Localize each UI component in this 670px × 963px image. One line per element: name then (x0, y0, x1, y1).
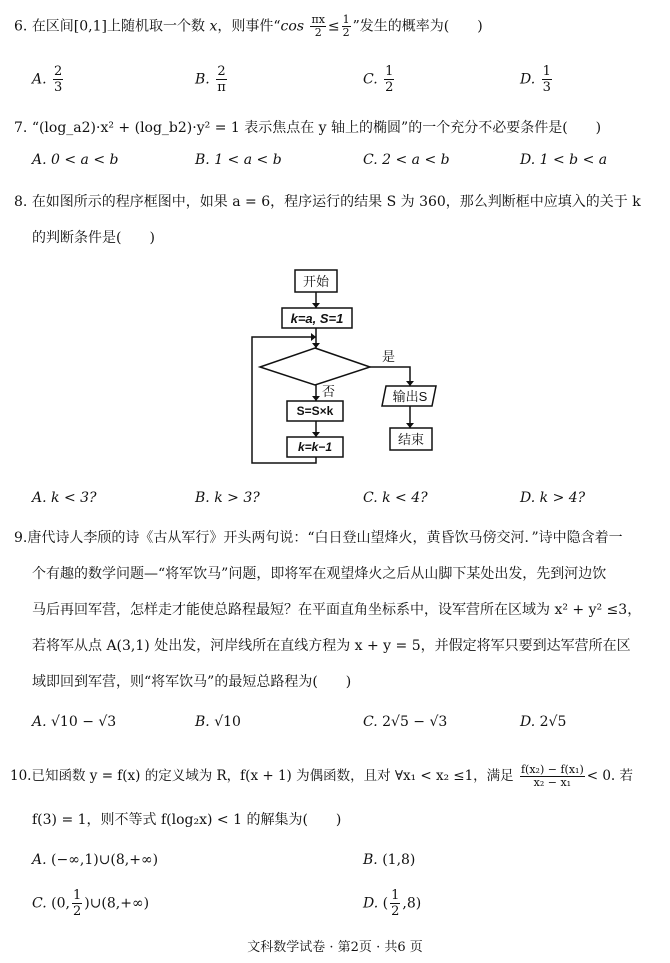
q8-option-b[interactable]: B. k > 3? (195, 490, 260, 506)
q9-option-a[interactable]: A. √10 − √3 (32, 714, 117, 730)
q10-options-row1 (0, 850, 670, 890)
q9-line-5: 域即回到军营，则“将军饮马”的最短总路程为( ) (32, 674, 352, 690)
flow-no-label: 否 (322, 384, 336, 399)
q6-option-b[interactable]: B. $\frac{2}{\pi}$ (195, 64, 226, 95)
q10-options-row2 (0, 888, 670, 928)
q8-flowchart (238, 260, 448, 470)
q10-option-b[interactable]: B. (1,8) (363, 852, 416, 868)
q7-stem: 7. “(log_a2)·x² + (log_b2)·y² = 1 表示焦点在 y 轴上的椭圆”的一个充分不必要条件是( ) (14, 120, 602, 136)
q6-option-c[interactable]: C. $\frac{1}{2}$ (363, 64, 394, 95)
flow-decrement-label: k=k−1 (297, 440, 333, 454)
q10-line-1: 10.已知函数 y = f(x) 的定义域为 R，f(x + 1) 为偶函数，且对 ∀x₁ < x₂ ≤1，满足 $\frac{\text{f(x₂) − f(x₁)}}{\text{x₂ − x₁}}$ < 0. 若 (10, 763, 634, 789)
q6-rhs-fraction: $\frac{1}{2}$ (342, 13, 350, 39)
flow-decision-diamond (260, 348, 370, 385)
q9-option-b[interactable]: B. √10 (195, 714, 241, 730)
flow-multiply-label: S=S×k (296, 404, 334, 418)
q10-fraction: $\frac{\text{f(x₂) − f(x₁)}}{\text{x₂ − x₁}}$ (520, 763, 584, 789)
q8-stem-line2: 的判断条件是( ) (32, 230, 155, 246)
flow-init-label: k=a, S=1 (290, 311, 344, 326)
q9-line-1: 9.唐代诗人李颀的诗《古从军行》开头两句说：“白日登山望烽火，黄昏饮马傍交河．”诗中隐含着一 (14, 530, 623, 546)
q7-options (0, 150, 670, 190)
q9-option-d[interactable]: D. 2√5 (520, 714, 567, 730)
q7-option-b[interactable]: B. 1 < a < b (195, 152, 282, 168)
q8-options (0, 488, 670, 528)
q9-line-4: 若将军从点 A(3,1) 处出发，河岸线所在直线方程为 x + y = 5，并假定将军只要到达军营所在区 (32, 638, 631, 654)
flow-yes-label: 是 (382, 349, 396, 364)
flow-start-label: 开始 (302, 274, 330, 289)
q10-option-a[interactable]: A. (−∞,1)∪(8,+∞) (32, 852, 159, 868)
q8-stem-line1: 8. 在如图所示的程序框图中，如果 a = 6，程序运行的结果 S 为 360，那么判断框中应填入的关于 k (14, 194, 641, 210)
q6-stem: 6. 在区间[0,1]上随机取一个数 x，则事件“cos $\frac{\pi x}{2}$ ≤ $\frac{1}{2}$ ”发生的概率为( ) (14, 13, 483, 39)
q9-option-c[interactable]: C. 2√5 − √3 (363, 714, 448, 730)
flow-output-label: 输出S (392, 389, 428, 404)
q8-option-d[interactable]: D. k > 4? (520, 490, 586, 506)
q9-options (0, 712, 670, 752)
q8-option-c[interactable]: C. k < 4? (363, 490, 428, 506)
flow-end-label: 结束 (397, 432, 425, 447)
q10-option-d[interactable]: D. ( $\frac{1}{2}$ ,8) (363, 888, 422, 919)
q6-option-d[interactable]: D. $\frac{1}{3}$ (520, 64, 551, 95)
q7-option-c[interactable]: C. 2 < a < b (363, 152, 450, 168)
q10-line-2: f(3) = 1，则不等式 f(log₂x) < 1 的解集为( ) (32, 812, 342, 828)
q9-line-3: 马后再回军营，怎样走才能使总路程最短？在平面直角坐标系中，设军营所在区域为 x² + y² ≤3， (32, 602, 642, 618)
q7-option-d[interactable]: D. 1 < b < a (520, 152, 608, 168)
q6-cos-fraction: $\frac{\pi x}{2}$ (311, 13, 325, 39)
q6-option-a[interactable]: A. $\frac{2}{3}$ (32, 64, 63, 95)
q7-option-a[interactable]: A. 0 < a < b (32, 152, 119, 168)
q9-line-2: 个有趣的数学问题—“将军饮马”问题，即将军在观望烽火之后从山脚下某处出发，先到河边饮 (32, 566, 607, 582)
q10-option-c[interactable]: C. (0, $\frac{1}{2}$ )∪(8,+∞) (32, 888, 150, 919)
page-footer: 文科数学试卷 · 第2页 · 共6 页 (247, 940, 423, 955)
q6-options (0, 64, 670, 104)
q8-option-a[interactable]: A. k < 3? (32, 490, 97, 506)
